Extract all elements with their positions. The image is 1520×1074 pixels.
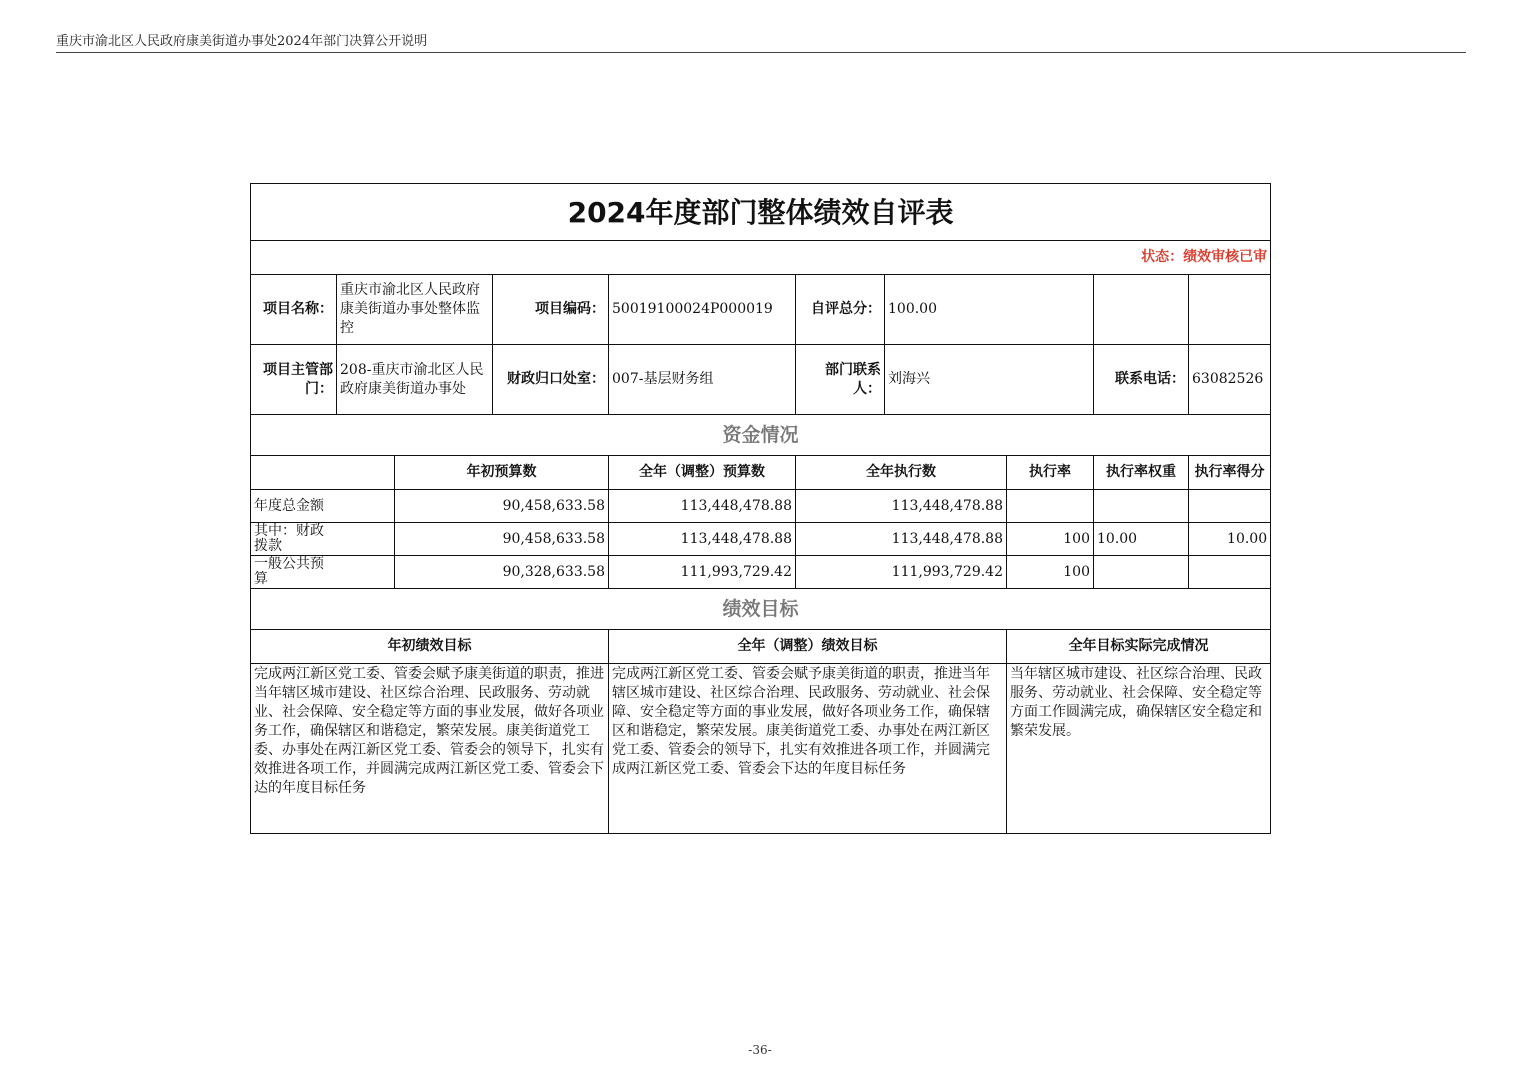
dept-value: 208-重庆市渝北区人民政府康美街道办事处 [337,345,493,415]
funds-rate-value [1007,490,1094,523]
goals-header-adjusted: 全年（调整）绩效目标 [609,630,1007,664]
funds-header-initial: 年初预算数 [395,456,609,490]
funds-rate-value: 100 [1007,523,1094,556]
goal-initial-text: 完成两江新区党工委、管委会赋予康美街道的职责，推进当年辖区城市建设、社区综合治理、民政服务、劳动就业、社会保障、安全稳定等方面的事业发展，做好各项业务工作，确保辖区和谐稳定，繁荣发展。康美街道党工委、办事处在两江新区党工委、管委会的领导下，扎实有效推进各项工作，并圆满完成两江新区党工委、管委会下达的年度目标任务 [251,664,609,834]
funds-executed-value: 113,448,478.88 [796,490,1007,523]
performance-evaluation-table [250,183,1271,834]
contact-value: 刘海兴 [885,345,1094,415]
funds-row [251,556,1271,589]
funds-score-value [1189,556,1271,589]
funds-rate-value: 100 [1007,556,1094,589]
funds-adjusted-value: 113,448,478.88 [609,490,796,523]
funds-executed-value: 113,448,478.88 [796,523,1007,556]
funds-row-label: 年度总金额 [251,490,395,523]
project-name-value: 重庆市渝北区人民政府康美街道办事处整体监控 [337,275,493,345]
funds-section-title: 资金情况 [251,415,1271,456]
phone-value: 63082526 [1189,345,1271,415]
funds-row-label-text: 其中：财政拨款 [254,523,324,554]
funds-weight-value: 10.00 [1094,523,1189,556]
phone-label: 联系电话： [1094,345,1189,415]
contact-label: 部门联系人： [796,345,885,415]
funds-header-executed: 全年执行数 [796,456,1007,490]
self-score-label: 自评总分： [796,275,885,345]
funds-row [251,490,1271,523]
header-rule [56,52,1466,53]
funds-initial-value: 90,458,633.58 [395,490,609,523]
form-title: 2024年度部门整体绩效自评表 [251,184,1271,241]
funds-row-label [251,523,395,556]
goals-section-title: 绩效目标 [251,589,1271,630]
page-number: -36- [748,1043,772,1057]
page-header: 重庆市渝北区人民政府康美街道办事处2024年部门决算公开说明 [56,34,428,49]
project-code-value: 50019100024P000019 [609,275,796,345]
goal-actual-text: 当年辖区城市建设、社区综合治理、民政服务、劳动就业、社会保障、安全稳定等方面工作圆满完成，确保辖区安全稳定和繁荣发展。 [1007,664,1271,834]
funds-header-adjusted: 全年（调整）预算数 [609,456,796,490]
funds-header-rate: 执行率 [1007,456,1094,490]
funds-score-value: 10.00 [1189,523,1271,556]
funds-header-score: 执行率得分 [1189,456,1271,490]
goals-header-actual: 全年目标实际完成情况 [1007,630,1271,664]
project-code-label: 项目编码： [493,275,609,345]
goals-header-initial: 年初绩效目标 [251,630,609,664]
funds-header-weight: 执行率权重 [1094,456,1189,490]
project-name-label: 项目名称： [251,275,337,345]
goal-adjusted-text: 完成两江新区党工委、管委会赋予康美街道的职责，推进当年辖区城市建设、社区综合治理、民政服务、劳动就业、社会保障、安全稳定等方面的事业发展，做好各项业务工作，确保辖区和谐稳定，繁荣发展。康美街道党工委、办事处在两江新区党工委、管委会的领导下，扎实有效推进各项工作，并圆满完成两江新区党工委、管委会下达的年度目标任务 [609,664,1007,834]
funds-row [251,523,1271,556]
funds-score-value [1189,490,1271,523]
funds-weight-value [1094,556,1189,589]
funds-row-label [251,556,395,589]
empty-cell [1189,275,1271,345]
status-text: 状态：绩效审核已审 [251,241,1271,275]
finance-office-value: 007-基层财务组 [609,345,796,415]
funds-row-label-text: 一般公共预算 [254,556,324,587]
funds-adjusted-value: 113,448,478.88 [609,523,796,556]
self-score-value: 100.00 [885,275,1094,345]
funds-executed-value: 111,993,729.42 [796,556,1007,589]
finance-office-label: 财政归口处室： [493,345,609,415]
funds-initial-value: 90,328,633.58 [395,556,609,589]
funds-weight-value [1094,490,1189,523]
funds-header-blank [251,456,395,490]
funds-initial-value: 90,458,633.58 [395,523,609,556]
empty-cell [1094,275,1189,345]
dept-label: 项目主管部门： [251,345,337,415]
funds-adjusted-value: 111,993,729.42 [609,556,796,589]
